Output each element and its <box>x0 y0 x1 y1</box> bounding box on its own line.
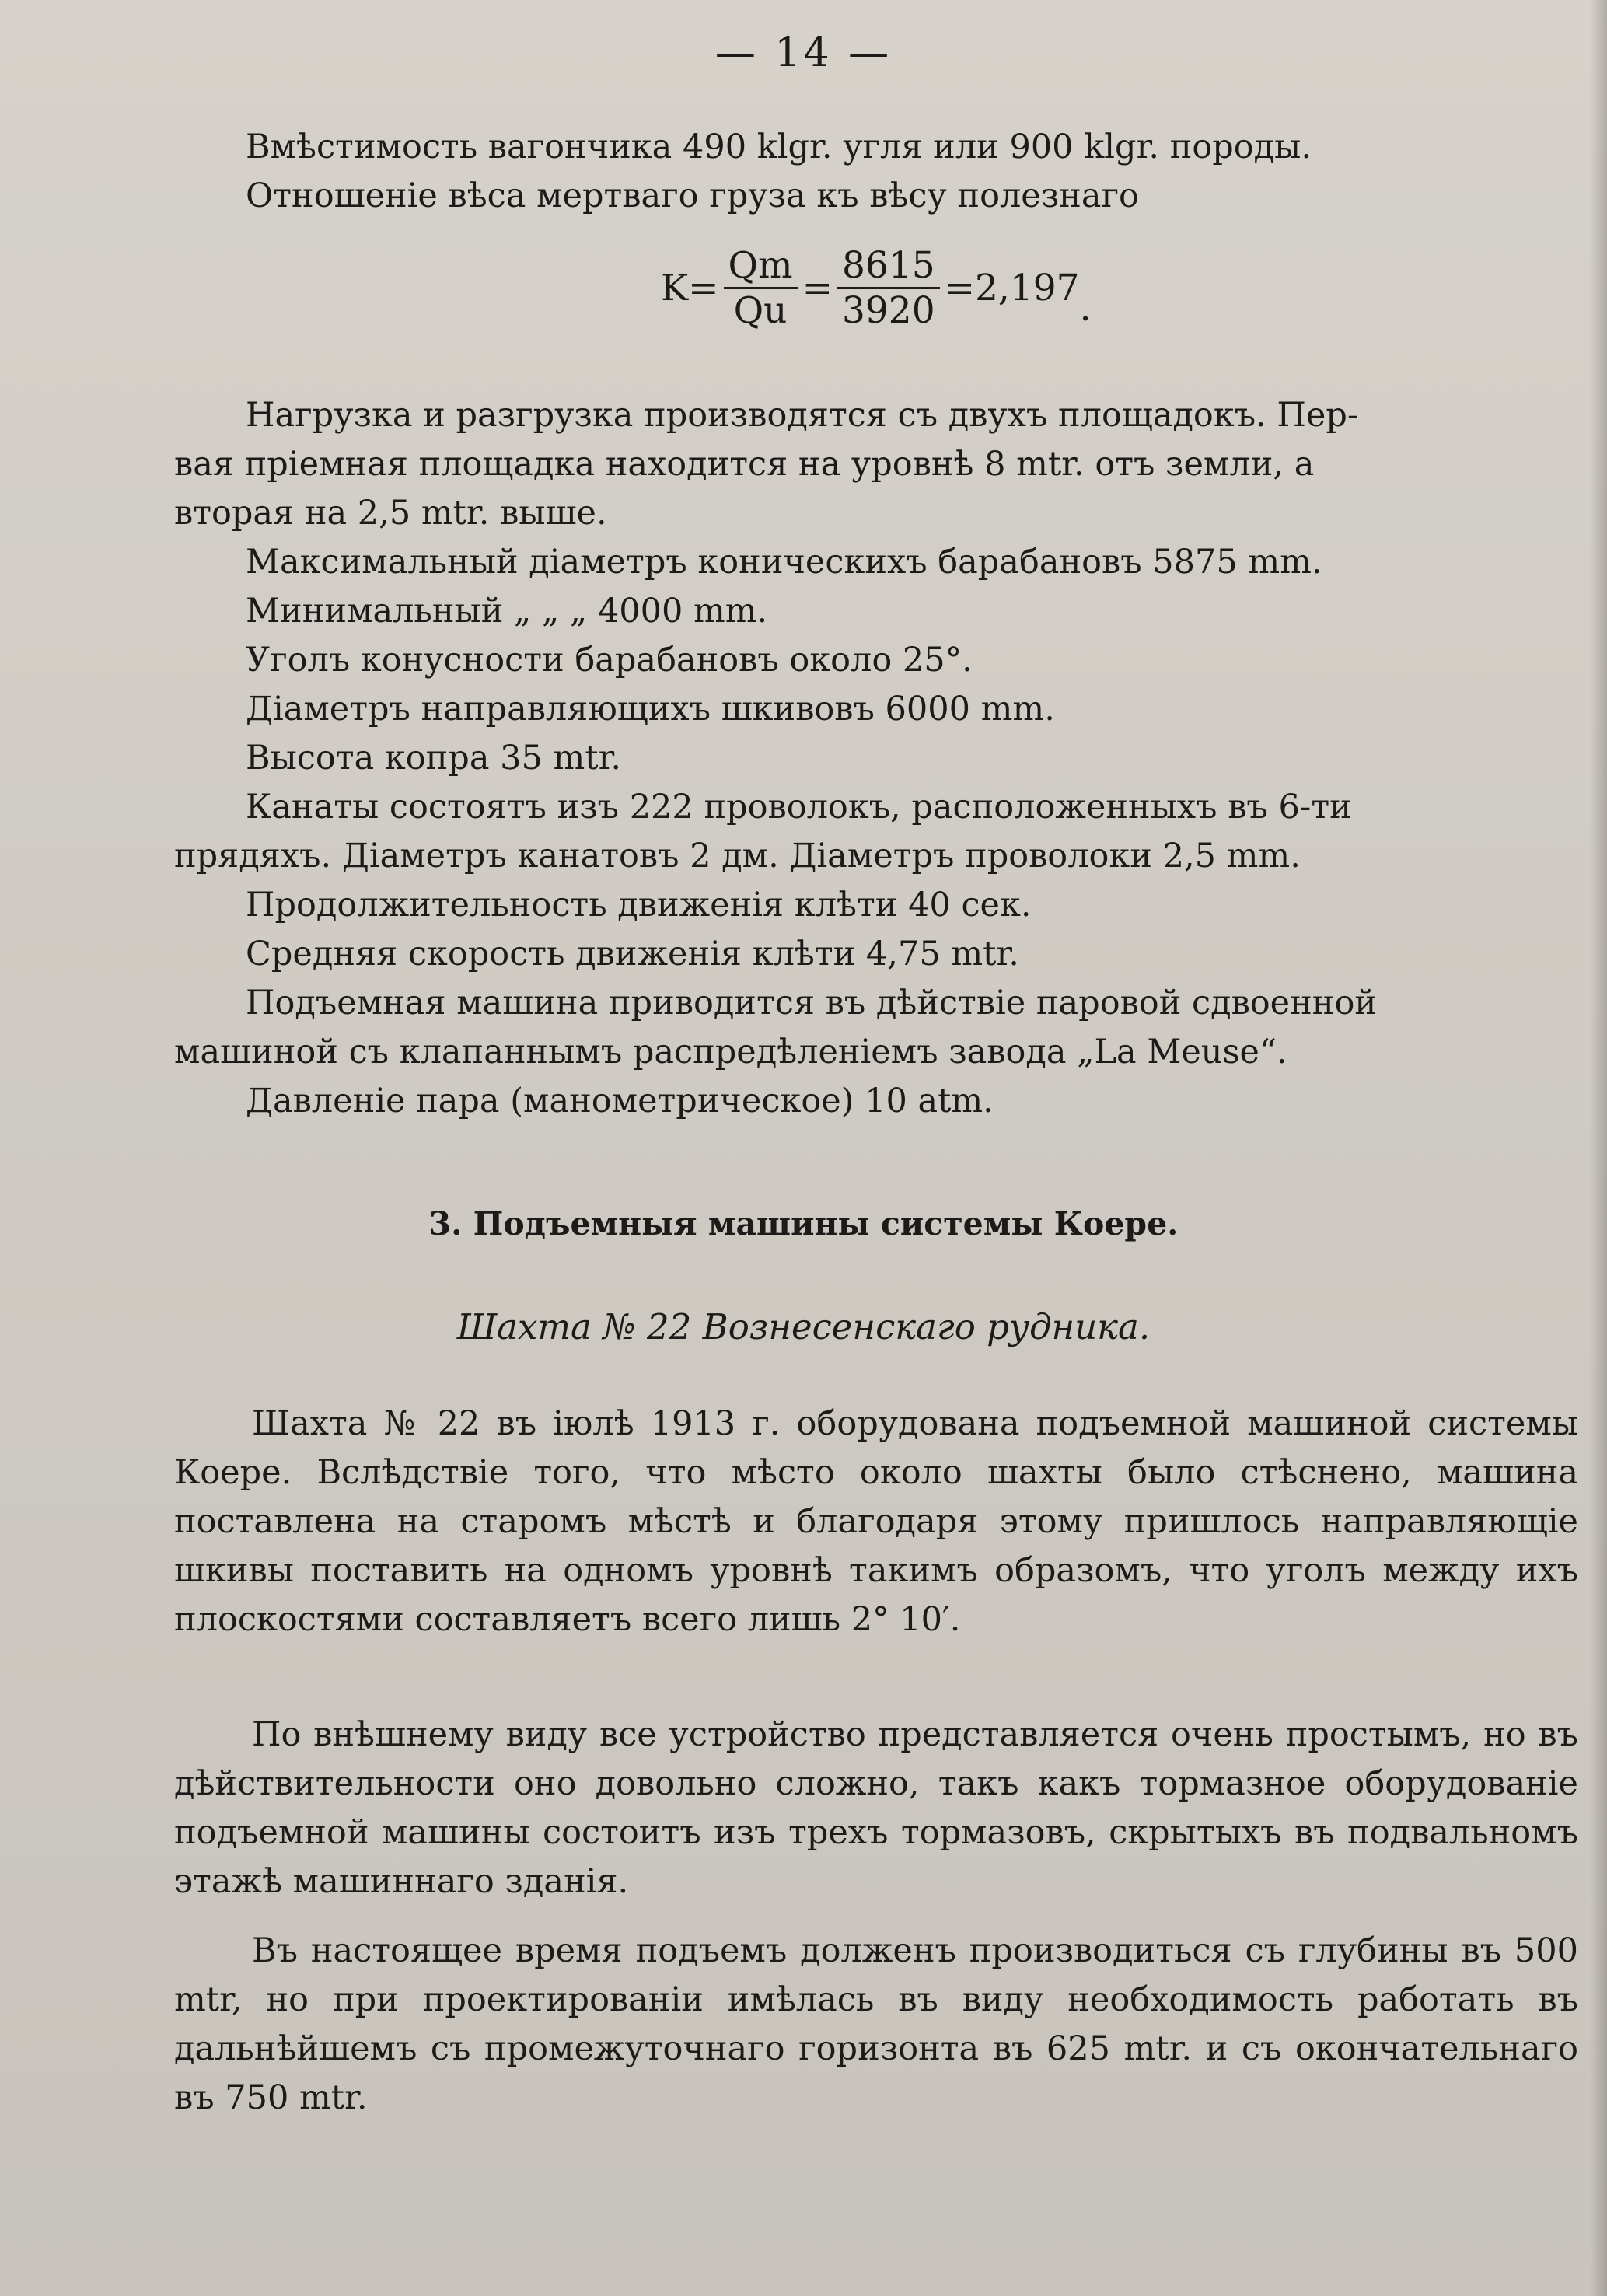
text-line: Діаметръ направляющихъ шкивовъ 6000 mm. <box>246 690 1055 729</box>
paragraph <box>174 1927 1578 2123</box>
specification-block <box>174 391 1574 1126</box>
paragraph-text: Въ настоящее время подъемъ долженъ производиться съ глубины въ 500 mtr, но при проектированіи имѣлась въ виду необходимость работать въ дальнѣйшемъ съ промежуточнаго горизонта въ 625 mtr. и съ окончательнаго въ 750 mtr. <box>174 1931 1578 2117</box>
formula-denominator: 3920 <box>842 289 935 332</box>
formula-numerator: Qm <box>724 247 798 289</box>
text-line: Продолжительность движенія клѣти 40 сек. <box>246 886 1032 924</box>
text-line: вторая на 2,5 mtr. выше. <box>174 494 607 533</box>
text-line: Отношеніе вѣса мертваго груза къ вѣсу полезнаго <box>246 176 1139 215</box>
text-line: Давленіе пара (манометрическое) 10 atm. <box>246 1082 994 1120</box>
text-line: вая пріемная площадка находится на уровнѣ 8 mtr. отъ земли, а <box>174 445 1315 484</box>
formula-period: . <box>1079 287 1092 330</box>
text-line: Канаты состоятъ изъ 222 проволокъ, расположенныхъ въ 6-ти <box>246 788 1352 826</box>
paragraph <box>174 1711 1578 1906</box>
text-line: Подъемная машина приводится въ дѣйствіе паровой сдвоенной <box>246 984 1377 1022</box>
ratio-formula <box>661 244 1092 332</box>
paragraph <box>174 1400 1578 1644</box>
formula-lhs: K= <box>661 267 719 309</box>
text-line: Средняя скорость движенія клѣти 4,75 mtr. <box>246 935 1019 973</box>
text-line: Уголъ конусности барабановъ около 25°. <box>246 641 973 680</box>
page-edge-shadow <box>1590 0 1607 2296</box>
text-line: Максимальный діаметръ коническихъ барабановъ 5875 mm. <box>246 543 1322 582</box>
text-line: Вмѣстимость вагончика 490 klgr. угля или 900 klgr. породы. <box>246 128 1312 166</box>
text-line: Нагрузка и разгрузка производятся съ двухъ площадокъ. Пер- <box>246 396 1359 435</box>
section-subheading: Шахта № 22 Вознесенскаго рудника. <box>456 1306 1151 1347</box>
formula-fraction-symbolic <box>724 244 798 332</box>
paragraph-text: По внѣшнему виду все устройство представляется очень простымъ, но въ дѣйствительности оно довольно сложно, такъ какъ тормазное оборудованіе подъемной машины состоитъ изъ трехъ тормазовъ, скрытыхъ въ подвальномъ этажѣ машиннаго зданія. <box>174 1715 1578 1901</box>
capacity-block <box>174 123 1574 221</box>
text-line: Минимальный „ „ „ 4000 mm. <box>246 592 768 631</box>
formula-numerator: 8615 <box>837 247 940 289</box>
text-line: Высота копра 35 mtr. <box>246 739 622 778</box>
text-line: прядяхъ. Діаметръ канатовъ 2 дм. Діаметръ проволоки 2,5 mm. <box>174 837 1301 875</box>
formula-denominator: Qu <box>733 289 788 332</box>
section-heading: 3. Подъемныя машины системы Коере. <box>428 1205 1179 1242</box>
formula-result: =2,197 <box>944 267 1080 309</box>
formula-fraction-numeric <box>837 244 940 332</box>
page-number: — 14 — <box>714 30 893 76</box>
paragraph-text: Шахта № 22 въ іюлѣ 1913 г. оборудована подъемной машиной системы Коере. Вслѣдствіе того, что мѣсто около шахты было стѣснено, машина поставлена на старомъ мѣстѣ и благодаря этому пришлось направляющіе шкивы поставить на одномъ уровнѣ такимъ образомъ, что уголъ между ихъ плоскостями составляетъ всего лишь 2° 10′. <box>174 1404 1578 1639</box>
text-line: машиной съ клапаннымъ распредѣленіемъ завода „La Meuse“. <box>174 1033 1287 1071</box>
formula-equals: = <box>802 267 833 309</box>
